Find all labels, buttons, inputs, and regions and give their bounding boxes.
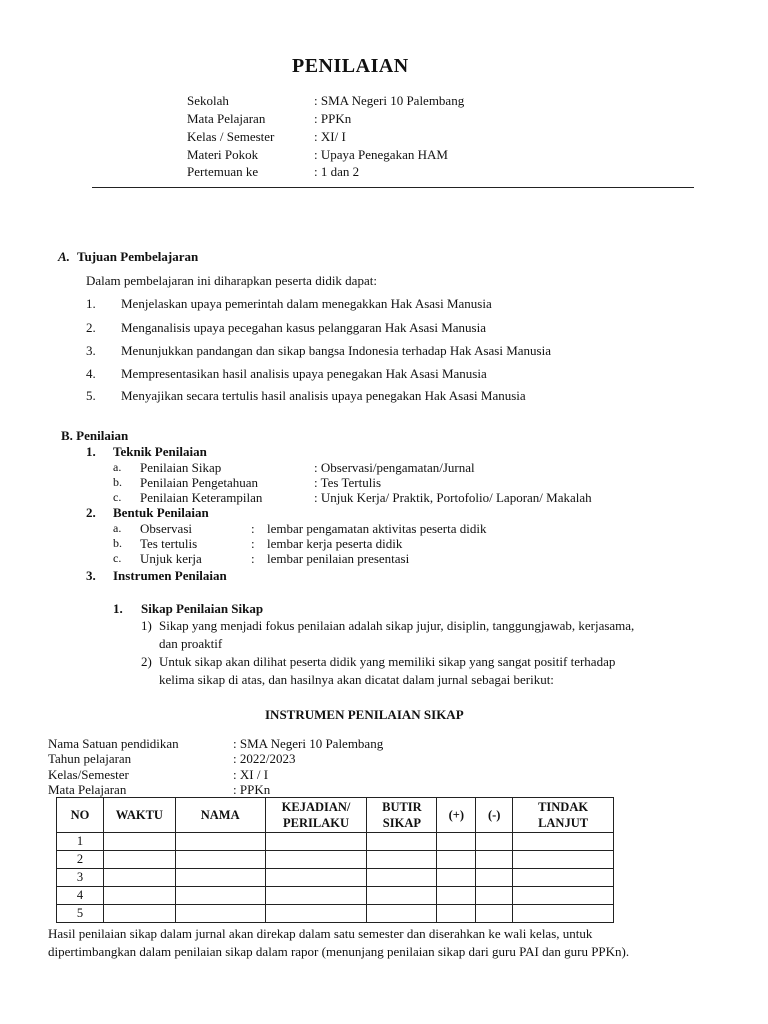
item-value: lembar kerja peserta didik (267, 536, 403, 551)
table-cell (175, 905, 265, 923)
list-item: Menjelaskan upaya pemerintah dalam menegakkan Hak Asasi Manusia (121, 296, 492, 311)
item-label: Penilaian Pengetahuan (140, 475, 259, 490)
header-divider (92, 187, 694, 188)
item-value: : Unjuk Kerja/ Praktik, Portofolio/ Laporan/ Makalah (314, 490, 592, 505)
table-cell (476, 869, 513, 887)
info-value: : 2022/2023 (233, 751, 296, 766)
list-item: Mempresentasikan hasil analisis upaya penegakan Hak Asasi Manusia (121, 366, 487, 381)
list-number: 2. (86, 320, 96, 335)
table-cell (265, 869, 367, 887)
list-number: 1. (86, 296, 96, 311)
row-number: 1 (57, 833, 104, 851)
item-label: Penilaian Sikap (140, 460, 222, 475)
info-label: Kelas/Semester (48, 767, 129, 782)
point-text: Untuk sikap akan dilihat peserta didik yang memiliki sikap yang sangat positif terhadap (159, 654, 616, 669)
info-value: : XI/ I (314, 129, 346, 144)
table-cell (265, 887, 367, 905)
table-header-row (57, 798, 614, 833)
info-value: : SMA Negeri 10 Palembang (233, 736, 384, 751)
table-cell (367, 851, 437, 869)
table-cell (513, 869, 614, 887)
table-cell (265, 851, 367, 869)
table-cell (476, 905, 513, 923)
section-heading: B. Penilaian (61, 428, 129, 443)
table-cell (367, 905, 437, 923)
table-cell (103, 869, 175, 887)
list-number: 5. (86, 388, 96, 403)
point-number: 1) (141, 618, 152, 633)
item-letter: c. (113, 490, 122, 504)
section-letter: A. (58, 249, 70, 264)
table-cell (513, 833, 614, 851)
column-header: WAKTU (103, 798, 175, 833)
list-number: 4. (86, 366, 96, 381)
table-cell (437, 887, 476, 905)
subsubsection-number: 1. (113, 601, 123, 616)
table-cell (175, 869, 265, 887)
point-text: Sikap yang menjadi fokus penilaian adalah sikap jujur, disiplin, tanggungjawab, kerjasama, (159, 618, 635, 633)
column-header: (+) (437, 798, 476, 833)
column-header: BUTIR SIKAP (367, 798, 437, 833)
item-letter: c. (113, 551, 122, 565)
info-label: Tahun pelajaran (48, 751, 132, 766)
item-label: Unjuk kerja (140, 551, 202, 566)
subsection-heading: Bentuk Penilaian (113, 505, 209, 520)
section-heading: Tujuan Pembelajaran (77, 249, 199, 264)
point-text: kelima sikap di atas, dan hasilnya akan dicatat dalam jurnal sebagai berikut: (159, 672, 554, 687)
instrument-title: INSTRUMEN PENILAIAN SIKAP (265, 707, 464, 722)
row-number: 5 (57, 905, 104, 923)
item-value: lembar pengamatan aktivitas peserta didik (267, 521, 487, 536)
subsection-heading: Instrumen Penilaian (113, 568, 227, 583)
list-item: Menunjukkan pandangan dan sikap bangsa Indonesia terhadap Hak Asasi Manusia (121, 343, 551, 358)
info-label: Nama Satuan pendidikan (48, 736, 179, 751)
subsection-number: 2. (86, 505, 96, 520)
item-label: Tes tertulis (140, 536, 198, 551)
point-number: 2) (141, 654, 152, 669)
info-value: : XI / I (233, 767, 269, 782)
row-number: 4 (57, 887, 104, 905)
item-letter: a. (113, 521, 122, 535)
item-colon: : (251, 551, 255, 566)
info-value: : PPKn (314, 111, 352, 126)
table-cell (103, 905, 175, 923)
info-label: Mata Pelajaran (48, 782, 127, 797)
table-cell (265, 833, 367, 851)
row-number: 2 (57, 851, 104, 869)
table-cell (437, 905, 476, 923)
table-cell (103, 833, 175, 851)
table-cell (437, 851, 476, 869)
attitude-journal-table (56, 797, 614, 923)
info-label: Sekolah (187, 93, 229, 108)
info-value: : SMA Negeri 10 Palembang (314, 93, 465, 108)
page-title: PENILAIAN (292, 55, 409, 77)
table-cell (175, 887, 265, 905)
info-label: Materi Pokok (187, 147, 259, 162)
info-label: Mata Pelajaran (187, 111, 266, 126)
table-row (57, 887, 614, 905)
column-header: KEJADIAN/ PERILAKU (265, 798, 367, 833)
item-letter: a. (113, 460, 122, 474)
item-value: : Tes Tertulis (314, 475, 382, 490)
table-cell (265, 905, 367, 923)
column-header: NAMA (175, 798, 265, 833)
table-cell (367, 887, 437, 905)
table-cell (103, 851, 175, 869)
info-value: : Upaya Penegakan HAM (314, 147, 448, 162)
subsection-number: 1. (86, 444, 96, 459)
table-row (57, 833, 614, 851)
item-value: lembar penilaian presentasi (267, 551, 410, 566)
table-cell (367, 833, 437, 851)
column-header: TINDAK LANJUT (513, 798, 614, 833)
section-intro: Dalam pembelajaran ini diharapkan peserta didik dapat: (86, 273, 377, 288)
table-row (57, 869, 614, 887)
table-cell (476, 833, 513, 851)
item-colon: : (251, 521, 255, 536)
column-header: NO (57, 798, 104, 833)
subsection-heading: Teknik Penilaian (113, 444, 207, 459)
column-header: (-) (476, 798, 513, 833)
row-number: 3 (57, 869, 104, 887)
table-cell (513, 851, 614, 869)
item-label: Penilaian Keterampilan (140, 490, 263, 505)
item-value: : Observasi/pengamatan/Jurnal (314, 460, 475, 475)
table-cell (367, 869, 437, 887)
table-row (57, 905, 614, 923)
info-value: : 1 dan 2 (314, 164, 360, 179)
subsection-number: 3. (86, 568, 96, 583)
table-cell (513, 905, 614, 923)
table-cell (437, 833, 476, 851)
info-label: Kelas / Semester (187, 129, 275, 144)
table-cell (175, 833, 265, 851)
footer-note-line: Hasil penilaian sikap dalam jurnal akan direkap dalam satu semester dan diserahkan ke wali kelas, untuk (48, 926, 593, 941)
item-label: Observasi (140, 521, 192, 536)
info-label: Pertemuan ke (187, 164, 259, 179)
list-number: 3. (86, 343, 96, 358)
item-letter: b. (113, 536, 122, 550)
list-item: Menyajikan secara tertulis hasil analisis upaya penegakan Hak Asasi Manusia (121, 388, 526, 403)
table-cell (476, 887, 513, 905)
table-cell (437, 869, 476, 887)
item-letter: b. (113, 475, 122, 489)
table-cell (513, 887, 614, 905)
footer-note-line: dipertimbangkan dalam penilaian sikap dalam rapor (menunjang penilaian sikap dari guru PAI dan guru PPKn). (48, 944, 630, 959)
list-item: Menganalisis upaya pecegahan kasus pelanggaran Hak Asasi Manusia (121, 320, 486, 335)
subsubsection-heading: Sikap Penilaian Sikap (141, 601, 264, 616)
table-cell (103, 887, 175, 905)
point-text: dan proaktif (159, 636, 223, 651)
table-row (57, 851, 614, 869)
table-cell (175, 851, 265, 869)
item-colon: : (251, 536, 255, 551)
info-value: : PPKn (233, 782, 271, 797)
table-cell (476, 851, 513, 869)
